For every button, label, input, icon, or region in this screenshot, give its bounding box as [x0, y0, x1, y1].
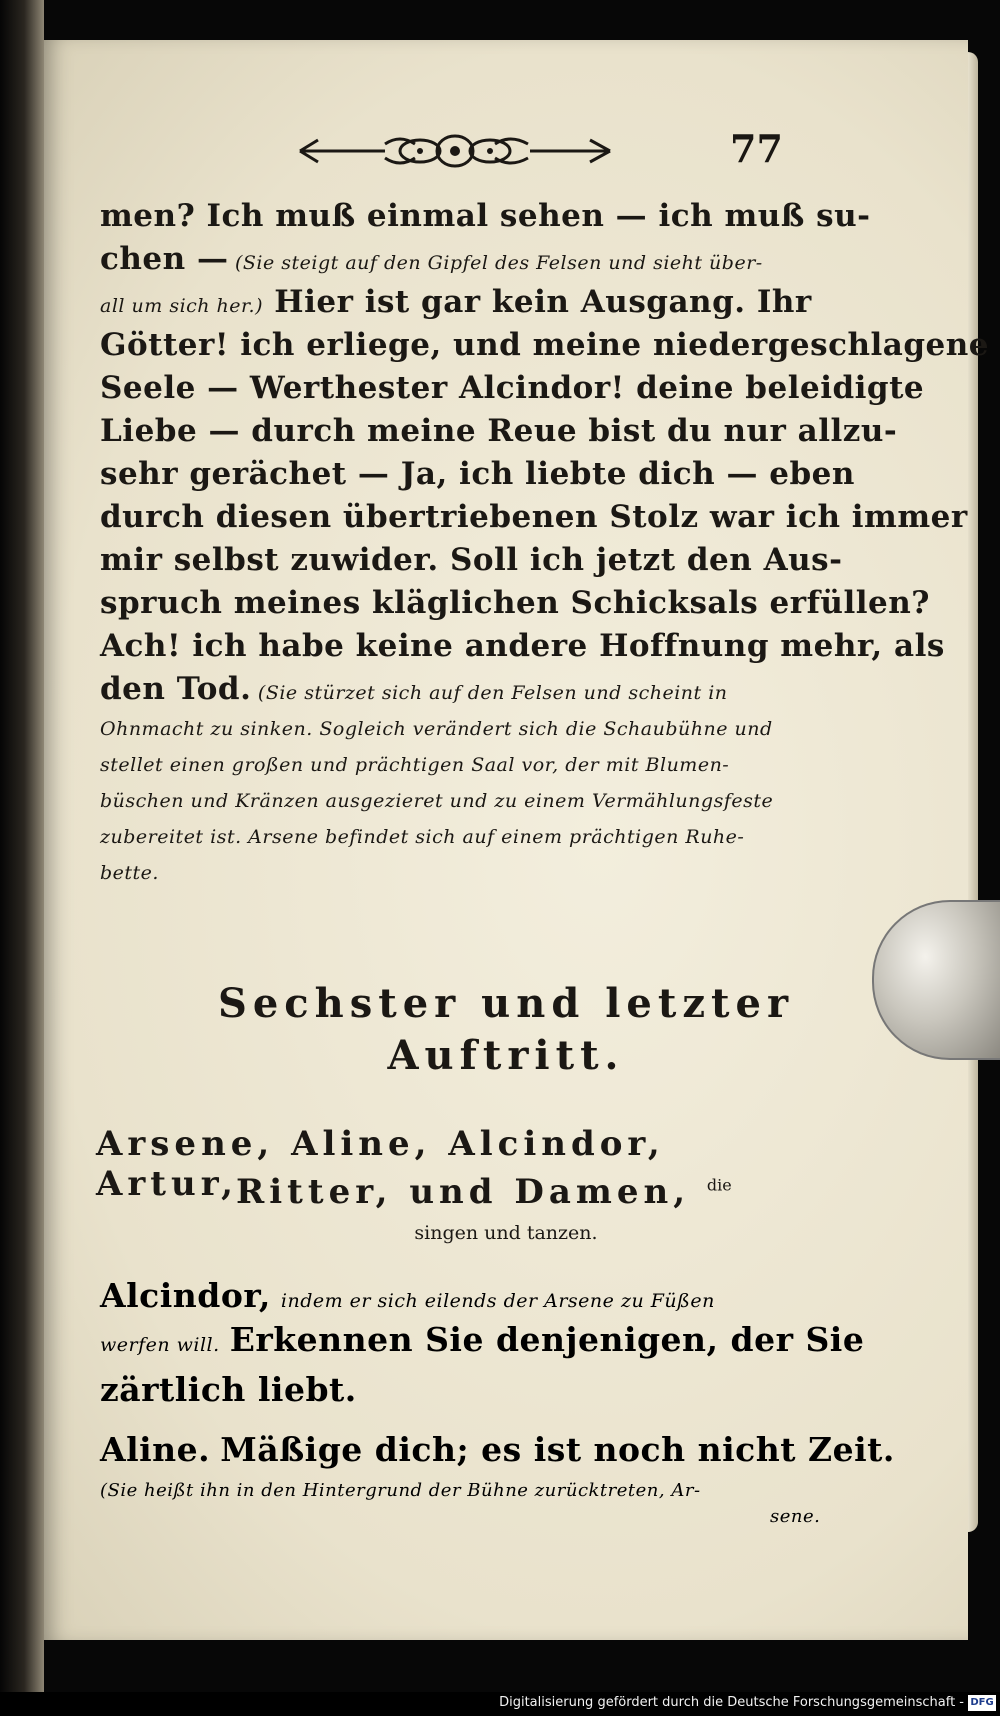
cast-list-continued: Ritter, und Damen, $^{die}$ [236, 1172, 732, 1212]
scene-heading-subtitle: Auftritt. [387, 1032, 625, 1079]
stage-direction-line: (Sie heißt ihn in den Hintergrund der Bühne zurücktreten, Ar- [100, 1480, 701, 1501]
text-line: spruch meines kläglichen Schicksals erfüllen? [100, 585, 930, 621]
scene-heading: Sechster und letzter [217, 980, 795, 1027]
text-line: Liebe — durch meine Reue bist du nur allzu- [100, 413, 898, 449]
dialogue-line: zärtlich liebt. [100, 1370, 357, 1409]
text-line: mir selbst zuwider. Soll ich jetzt den Aus- [100, 542, 843, 578]
text-line: Götter! ich erliege, und meine niedergeschlagene [100, 327, 990, 363]
book-gutter [0, 0, 44, 1716]
cast-list: Arsene, Aline, Alcindor, Artur, [96, 1124, 665, 1204]
text-line: men? Ich muß einmal sehen — ich muß su- [100, 198, 871, 234]
stage-direction-line: stellet einen großen und prächtigen Saal vor, der mit Blumen- [100, 754, 730, 776]
text-line: Ach! ich habe keine andere Hoffnung mehr, als [100, 628, 945, 664]
text-line: sehr gerächet — Ja, ich liebte dich — eben [100, 456, 855, 492]
text-line: durch diesen übertriebenen Stolz war ich immer [100, 499, 968, 535]
stage-direction-line: zubereitet ist. Arsene befindet sich auf einem prächtigen Ruhe- [100, 826, 745, 848]
ornament-divider [290, 126, 620, 176]
footer-bar [0, 1692, 1000, 1716]
stage-direction-line: Ohnmacht zu sinken. Sogleich verändert sich die Schaubühne und [100, 718, 773, 740]
page-number: 77 [730, 126, 783, 171]
text-line: all um sich her.) Hier ist gar kein Ausgang. Ihr [100, 284, 812, 320]
cast-note: singen und tanzen. [414, 1222, 598, 1244]
stage-direction-line: büschen und Kränzen ausgezieret und zu einem Vermählungsfeste [100, 790, 774, 812]
stage-direction-line: sene. [770, 1506, 821, 1527]
text-line: den Tod. (Sie stürzet sich auf den Felsen und scheint in [100, 671, 728, 707]
text-line: chen — (Sie steigt auf den Gipfel des Felsen und sieht über- [100, 241, 763, 277]
stage-direction-line: bette. [100, 862, 159, 884]
dialogue-line: Alcindor, indem er sich eilends der Arsene zu Füßen [100, 1276, 715, 1315]
dfg-logo: DFG [968, 1695, 996, 1711]
text-line: Seele — Werthester Alcindor! deine beleidigte [100, 370, 925, 406]
dialogue-line: werfen will. Erkennen Sie denjenigen, der Sie [100, 1320, 865, 1359]
footer-credit: Digitalisierung gefördert durch die Deutsche Forschungsgemeinschaft - [499, 1695, 964, 1710]
dialogue-line: Aline. Mäßige dich; es ist noch nicht Zeit. [100, 1430, 895, 1469]
